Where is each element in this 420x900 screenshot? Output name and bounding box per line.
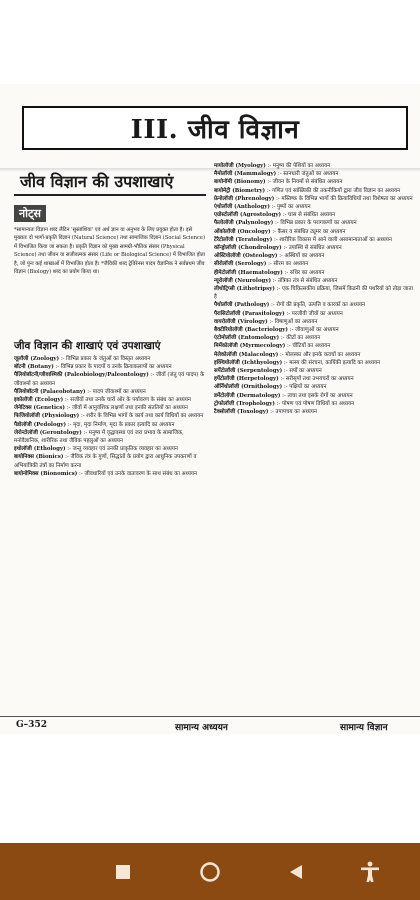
glossary-entry — [14, 363, 206, 371]
glossary-entry — [214, 334, 414, 342]
accessibility-icon — [360, 861, 380, 883]
entry-term: बॉटनी (Botany) — [14, 364, 54, 371]
glossary-entry — [214, 326, 414, 334]
entry-description: :- जीवों (जंतु एवं पादप) के जीवाश्मों का अध्ययन — [14, 372, 205, 387]
glossary-entry — [214, 351, 414, 359]
glossary-entry — [214, 244, 414, 252]
glossary-entry — [14, 396, 206, 404]
glossary-entry — [214, 367, 414, 375]
right-entry-list — [214, 162, 414, 416]
back-button[interactable] — [268, 843, 324, 900]
entry-term: पैडोलॉजी (Pedology) — [14, 421, 67, 428]
entry-term: एंथोलॉजी (Anthology) — [214, 204, 270, 211]
glossary-entry — [214, 269, 414, 277]
glossary-entry — [14, 445, 206, 453]
entry-description: :- पादप जीवाश्मों का अध्ययन — [87, 388, 146, 395]
glossary-entry — [214, 400, 414, 408]
entry-term: इकोलॉजी (Ecology) — [14, 397, 64, 404]
glossary-entry — [14, 412, 206, 420]
entry-description: :- विषाणुओं का अध्ययन — [269, 318, 318, 325]
entry-term: जूलॉजी (Zoology) — [14, 356, 60, 362]
entry-description: :- तंत्रिका तंत्र से संबंधित अध्ययन — [272, 277, 338, 284]
entry-term: जेनेटिक्स (Genetics) — [14, 405, 65, 412]
scanned-book-page — [0, 84, 420, 734]
entry-description: :- जैविक तंत्र के गुणों, सिद्धांतों के प्रयोग द्वारा आधुनिक उपकरणों व अभियांत्रिकी तंत्रों का निर्माण करना — [14, 454, 197, 469]
footer-book-title: सामान्य अध्ययन — [175, 723, 228, 733]
entry-description: :- उपापचय का अध्ययन — [270, 409, 317, 416]
glossary-entry — [214, 195, 414, 203]
entry-description: :- उपास्थि से संबंधित अध्ययन — [283, 245, 342, 252]
chapter-title: III. जीव विज्ञान — [130, 115, 300, 145]
entry-term: बायोनिक्स (Bionics) — [14, 454, 64, 461]
glossary-entry — [214, 277, 414, 285]
entry-description: :- परजीवी जीवों का अध्ययन — [286, 310, 343, 317]
entry-description: :- सरीसृपों तथा उभयचरों का अध्ययन — [280, 376, 354, 383]
glossary-entry — [214, 359, 414, 367]
entry-term: कॉन्ड्रोलॉजी (Chondrology) — [214, 245, 282, 252]
entry-term: एंटोमोलॉजी (Entomology) — [214, 335, 280, 342]
entry-description: :- विभिन्न प्रकार के जंतुओं का विस्तृत अध्ययन — [60, 356, 151, 362]
entry-description: :- मस्तिष्क के विभिन्न भागों की क्रियाविधियों तथा विशेषता का अध्ययन — [276, 195, 413, 202]
glossary-entry — [214, 203, 414, 211]
entry-description: :- मनुष्य की पेशियों का अध्ययन — [267, 163, 331, 169]
entry-term: पैरासिटोलॉजी (Parasitology) — [214, 310, 285, 317]
entry-description: :- कीटों का अध्ययन — [280, 335, 321, 342]
entry-term: सीरोलॉजी (Serology) — [214, 261, 267, 268]
entry-term: बायोमेट्री (Biometry) — [214, 187, 266, 194]
left-column — [14, 170, 206, 478]
page-footer — [0, 716, 420, 733]
entry-description: :- मनुष्य में वृद्धावस्था एवं जरा प्रभाव के सामाजिक, मनोवैज्ञानिक, शारीरिक तथा जैविक पहलुओं का अध्ययन — [14, 429, 184, 445]
entry-term: फ्रेनोलॉजी (Phrenology) — [214, 195, 275, 202]
entry-term: टेरैटोलॉजी (Teratology) — [214, 236, 273, 243]
entry-description: :- मृदा, मृदा निर्माण, मृदा के प्रकार इत्यादि का अध्ययन — [67, 421, 175, 428]
entry-description: :- सीरम का अध्ययन — [268, 261, 309, 268]
glossary-entry — [214, 178, 414, 186]
entry-term: सर्पेटोलॉजी (Serpentology) — [214, 368, 283, 375]
entry-term: डर्मेटोलॉजी (Dermatology) — [214, 392, 281, 399]
entry-description: :- स्तनधारी जंतुओं का अध्ययन — [277, 171, 339, 178]
android-navigation-bar — [0, 843, 420, 900]
glossary-entry — [214, 162, 414, 170]
entry-description: :- रोगों की प्रकृति, उत्पत्ति व कारकों का अध्ययन — [271, 302, 365, 309]
entry-term: बैक्टीरियोलॉजी (Bacteriology) — [214, 327, 288, 334]
page-number: G–352 — [16, 720, 47, 730]
entry-term: ओस्टियोलॉजी (Osteology) — [214, 253, 278, 260]
entry-term: इक्थियोलॉजी (Ichthyology) — [214, 359, 283, 366]
entry-description: :- पक्षियों का अध्ययन — [283, 384, 327, 391]
entry-description: :- जीवाणुओं का अध्ययन — [289, 327, 339, 334]
glossary-entry — [214, 187, 414, 195]
entry-term: ट्रोफोलॉजी (Trophology) — [214, 400, 275, 407]
glossary-entry — [14, 404, 206, 412]
chapter-title-box — [22, 106, 408, 150]
glossary-entry — [214, 260, 414, 268]
home-button[interactable] — [182, 843, 238, 900]
entry-description: :- विभिन्न प्रकार के पादपों व उनके क्रियाकलापों का अध्ययन — [55, 364, 172, 371]
glossary-entry — [214, 211, 414, 219]
entry-description: :- पोषण एवं पोषण विधियों का अध्ययन — [276, 400, 355, 407]
home-circle-icon — [199, 861, 221, 883]
footer-section-title: सामान्य विज्ञान — [340, 723, 388, 733]
entry-description: :- जीवन के नियमों से संबंधित अध्ययन — [267, 179, 343, 186]
glossary-entry — [214, 236, 414, 244]
entry-term: फैलोलॉजी (Palynology) — [214, 220, 274, 227]
entry-description: :- जीवों में आनुवंशिक लक्षणों तथा इनकी संततियों का अध्ययन — [66, 405, 188, 412]
accessibility-button[interactable] — [342, 843, 398, 900]
entry-description: :- घास से संबंधित अध्ययन — [282, 212, 336, 219]
glossary-entry — [214, 318, 414, 326]
left-entry-list — [14, 355, 206, 478]
glossary-entry — [14, 371, 206, 387]
glossary-entry — [214, 342, 414, 350]
glossary-entry — [14, 453, 206, 469]
glossary-entry — [14, 429, 206, 445]
entry-description: :- चींटियों का अध्ययन — [287, 343, 331, 350]
entry-term: हर्पेटोलॉजी (Herpetology) — [214, 376, 279, 383]
entry-term: जेरोन्टोलॉजी (Gerontology) — [14, 429, 82, 436]
entry-term: मायोलॉजी (Myology) — [214, 163, 266, 169]
entry-term: टैक्सोलॉजी (Toxology) — [214, 409, 269, 416]
glossary-entry — [214, 301, 414, 309]
entry-term: न्यूरोलॉजी (Neurology) — [214, 277, 271, 284]
entry-description: :- जीवधारियों एवं उनके वातावरण के साथ संबंध का अध्ययन — [79, 470, 197, 477]
entry-term: पैलियोबॉटनी/जीवाश्मिकी (Paleobiology/Paleontology) — [14, 372, 149, 379]
glossary-entry — [214, 252, 414, 260]
entry-description: :- सर्पों का अध्ययन — [283, 368, 322, 375]
stop-square-icon — [116, 865, 130, 879]
intro-paragraph: *सामान्यतः विज्ञान शब्द लैटिन 'सुस्तांशिया' एवं अर्थ ज्ञान या अनुभव के लिए प्रयुक्त होता है। इसे मुख्यतः दो भागों-प्रकृति विज्ञान (Natural Science) तथा सामाजिक विज्ञान (Social Science) में विभाजित किया जा सकता है। प्रकृति विज्ञान को मुख्य सामग्री-भौतिक संसार (Physical Science) तथा जीवन या सजीवत्मक संसार (Life or Biological Science) में विभाजित होता है, जो पुनः कई शाखाओं में विभाजित होता है। *जैविकी शब्द ट्रेविरेनस पादप वैज्ञानिक ने सर्वप्रथम जीव विज्ञान (Biology) शब्द का प्रयोग किया था। — [14, 227, 206, 276]
entry-term: ऑर्निथोलॉजी (Ornithology) — [214, 384, 283, 391]
glossary-entry — [214, 383, 414, 391]
glossary-entry — [214, 285, 414, 301]
entry-description: :- कैंसर व संबंधित ट्यूमर का अध्ययन — [272, 228, 346, 235]
glossary-entry — [214, 219, 414, 227]
entry-description: :- त्वचा तथा इसके रोगों का अध्ययन — [282, 392, 353, 399]
entry-term: ओंकोलॉजी (Oncology) — [214, 228, 271, 235]
entry-description: :- पुष्पों का अध्ययन — [271, 204, 311, 211]
entry-term: पैलियोबॉटनी (Palaeobotany) — [14, 388, 86, 395]
entry-description: :- अस्थियों का अध्ययन — [279, 253, 325, 260]
entry-term: बायोनोमिक्स (Bionomics) — [14, 470, 78, 477]
entry-term: मैमोलॉजी (Mammalogy) — [214, 171, 277, 178]
entry-term: फिजियोलॉजी (Physiology) — [14, 413, 80, 420]
recent-apps-button[interactable] — [95, 843, 151, 900]
entry-term: एग्रोस्टोलॉजी (Agrostology) — [214, 212, 282, 219]
entry-description: :- एक चिकित्सकीय प्रक्रिया, जिसमें किडनी की पथरियों को तोड़ा जाता है — [214, 286, 413, 301]
entry-description: :- मत्स्य की संरचना, कार्यिकी इत्यादि का अध्ययन — [283, 359, 381, 366]
branches-heading: जीव विज्ञान की शाखाएं एवं उपशाखाएं — [14, 340, 161, 352]
entry-term: इथोलॉजी (Ethology) — [14, 446, 66, 453]
glossary-entry — [214, 310, 414, 318]
glossary-entry — [214, 408, 414, 416]
entry-description: :- मोलस्का और इनके कवचों का अध्ययन — [279, 351, 361, 358]
entry-description: :- सजीवों तथा उनके चारों ओर के पर्यावरण के संबंध का अध्ययन — [64, 397, 191, 404]
entry-term: बायोनॉमी (Bionomy) — [214, 179, 266, 186]
glossary-entry — [214, 392, 414, 400]
glossary-entry — [214, 375, 414, 383]
entry-term: पैथोलॉजी (Pathology) — [214, 302, 270, 309]
entry-term: लीथोट्रिप्सी (Lithotripsy) — [214, 286, 275, 293]
glossary-entry — [14, 470, 206, 478]
subtitle-rule — [14, 194, 206, 196]
back-triangle-icon — [289, 864, 303, 880]
entry-description: :- शरीर के विभिन्न भागों के कार्य तथा कार्य विधियों का अध्ययन — [80, 413, 204, 420]
right-column — [214, 162, 414, 416]
entry-term: मेलेकोलॉजी (Malacology) — [214, 351, 279, 358]
section-subtitle: जीव विज्ञान की उपशाखाएं — [20, 172, 174, 191]
entry-term: वायरोलॉजी (Virology) — [214, 318, 268, 325]
entry-term: मिर्मेकोलॉजी (Myrmecology) — [214, 343, 286, 350]
entry-description: :- शारीरिक विकास में आने वाली असामान्यताओं का अध्ययन — [273, 236, 392, 243]
entry-description: :- विभिन्न प्रकार के परागकणों का अध्ययन — [275, 220, 357, 227]
entry-description: :- गणित एवं सांख्यिकी की तकनीकियों द्वारा जीव विज्ञान का अध्ययन — [266, 187, 401, 194]
glossary-entry — [14, 355, 206, 363]
entry-term: हीमेटोलॉजी (Haematology) — [214, 269, 283, 276]
entry-description: :- रुधिर का अध्ययन — [284, 269, 325, 276]
glossary-entry — [14, 388, 206, 396]
entry-description: :- जन्तु व्यवहार एवं उनकी प्राकृतिक व्यवहार का अध्ययन — [67, 446, 178, 453]
glossary-entry — [14, 421, 206, 429]
glossary-entry — [214, 228, 414, 236]
notes-tag: नोट्स — [14, 205, 46, 222]
glossary-entry — [214, 170, 414, 178]
